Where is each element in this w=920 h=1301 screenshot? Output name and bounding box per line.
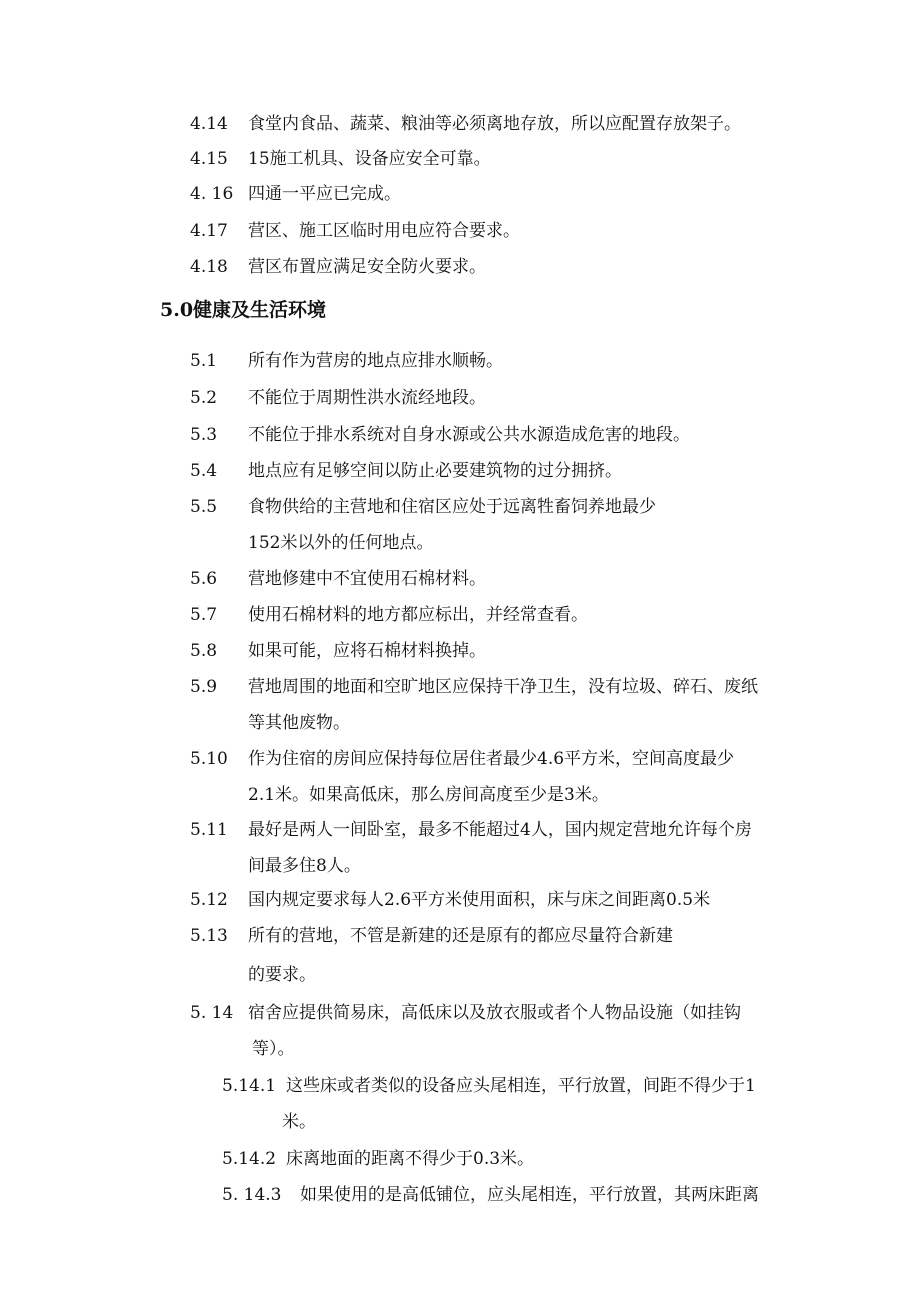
item-number: 5.10 (190, 749, 228, 769)
item-number: 5.3 (190, 425, 218, 445)
item-text: 营区、施工区临时用电应符合要求。 (248, 221, 520, 241)
item-number: 4. 16 (190, 184, 234, 204)
item-number: 5. 14 (190, 1003, 234, 1023)
item-number: 4.15 (190, 149, 228, 169)
subitem-text-continuation: 米。 (282, 1112, 316, 1132)
item-number: 5.5 (190, 497, 218, 517)
item-number: 5.12 (190, 890, 228, 910)
item-number: 4.17 (190, 221, 228, 241)
item-text-continuation: 的要求。 (248, 965, 316, 985)
item-text-continuation: 等）。 (252, 1039, 295, 1059)
item-text: 食物供给的主营地和住宿区应处于远离牲畜饲养地最少 (248, 497, 656, 517)
item-text: 不能位于周期性洪水流经地段。 (248, 388, 486, 408)
item-number: 5.4 (190, 461, 218, 481)
item-number: 5.1 (190, 351, 218, 371)
item-number: 5.11 (190, 820, 228, 840)
item-text: 所有作为营房的地点应排水顺畅。 (248, 351, 503, 371)
item-text-continuation: 2.1米。如果高低床，那么房间高度至少是3米。 (248, 785, 609, 805)
subitem-text: 床离地面的距离不得少于0.3米。 (286, 1149, 535, 1169)
item-text: 最好是两人一间卧室，最多不能超过4人，国内规定营地允许每个房 (248, 820, 752, 840)
item-text-continuation: 间最多住8人。 (248, 856, 361, 876)
subitem-text: 如果使用的是高低铺位，应头尾相连，平行放置，其两床距离 (300, 1185, 759, 1205)
item-text: 地点应有足够空间以防止必要建筑物的过分拥挤。 (248, 461, 622, 481)
item-text-continuation: 等其他废物。 (248, 713, 350, 733)
item-text: 国内规定要求每人2.6平方米使用面积，床与床之间距离0.5米 (248, 890, 711, 910)
item-number: 5.2 (190, 388, 218, 408)
item-number: 5.8 (190, 641, 218, 661)
subitem-number: 5. 14.3 (222, 1185, 282, 1205)
item-text: 营区布置应满足安全防火要求。 (248, 257, 486, 277)
item-text: 营地修建中不宜使用石棉材料。 (248, 569, 486, 589)
item-text-continuation: 152米以外的任何地点。 (248, 533, 434, 553)
item-number: 5.6 (190, 569, 218, 589)
section-heading: 5.0健康及生活环境 (160, 299, 327, 321)
item-number: 4.14 (190, 114, 228, 134)
item-text: 如果可能，应将石棉材料换掉。 (248, 641, 486, 661)
subitem-number: 5.14.1 (222, 1076, 277, 1096)
item-text: 四通一平应已完成。 (248, 184, 401, 204)
item-text: 使用石棉材料的地方都应标出，并经常查看。 (248, 605, 588, 625)
item-number: 5.9 (190, 677, 218, 697)
item-text: 15施工机具、设备应安全可靠。 (248, 149, 491, 169)
item-text: 宿舍应提供简易床，高低床以及放衣服或者个人物品设施（如挂钩 (248, 1003, 741, 1023)
item-text: 不能位于排水系统对自身水源或公共水源造成危害的地段。 (248, 425, 690, 445)
subitem-text: 这些床或者类似的设备应头尾相连，平行放置，间距不得少于1 (286, 1076, 756, 1096)
item-text: 食堂内食品、蔬菜、粮油等必须离地存放，所以应配置存放架子。 (248, 114, 741, 134)
item-text: 所有的营地，不管是新建的还是原有的都应尽量符合新建 (248, 926, 673, 946)
item-text: 作为住宿的房间应保持每位居住者最少4.6平方米，空间高度最少 (248, 749, 735, 769)
subitem-number: 5.14.2 (222, 1149, 277, 1169)
item-number: 5.7 (190, 605, 218, 625)
item-number: 5.13 (190, 926, 228, 946)
item-number: 4.18 (190, 257, 228, 277)
item-text: 营地周围的地面和空旷地区应保持干净卫生，没有垃圾、碎石、废纸 (248, 677, 758, 697)
